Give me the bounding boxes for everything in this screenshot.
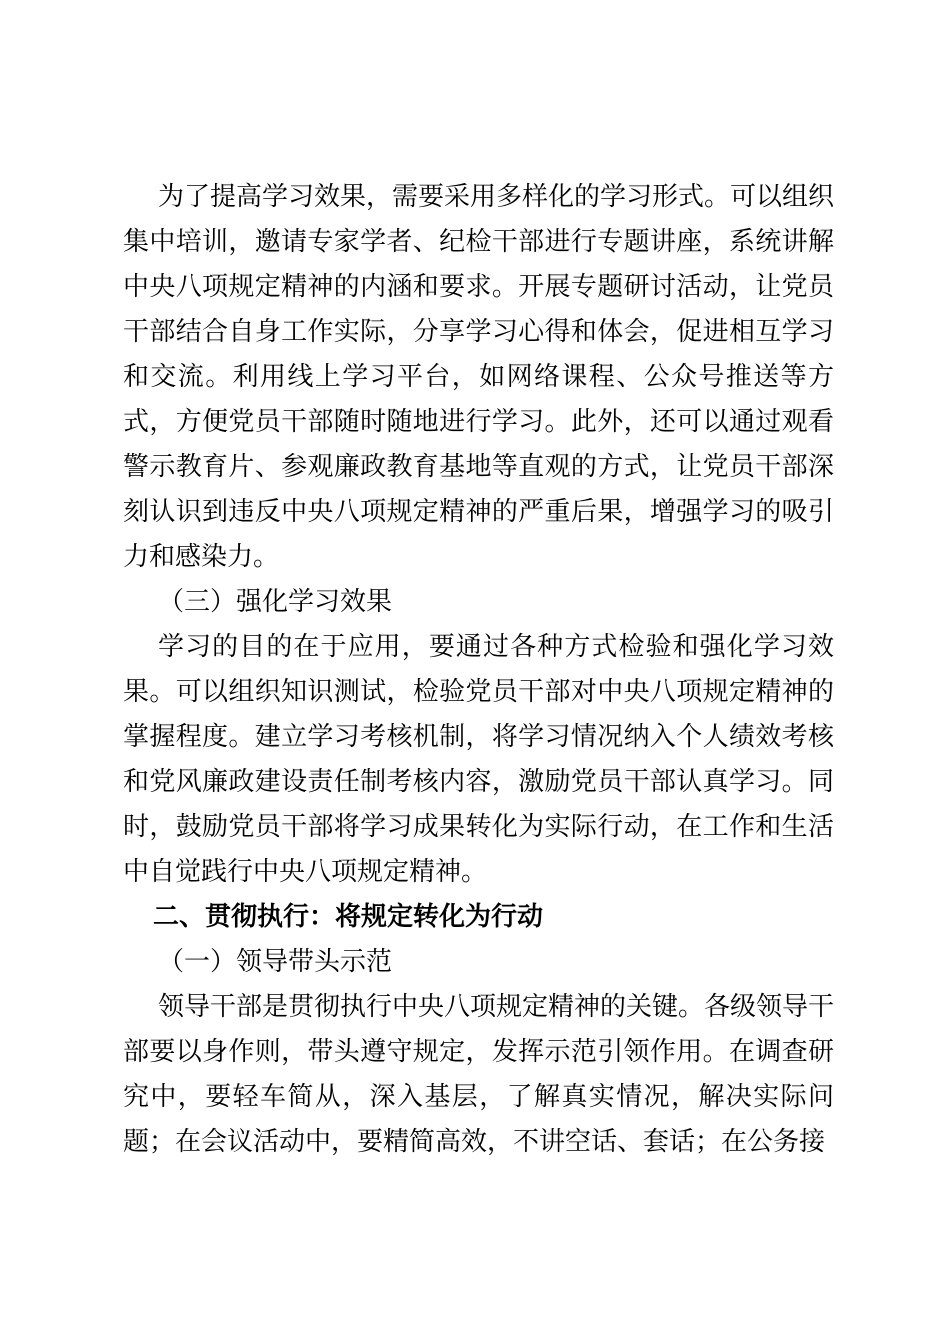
section-heading-implementation: 二、贯彻执行：将规定转化为行动	[153, 901, 544, 931]
paragraph-learning-forms: 为了提高学习效果，需要采用多样化的学习形式。可以组织集中培训，邀请专家学者、纪检干部进行专题讲座，系统讲解中央八项规定精神的内涵和要求。开展专题研讨活动，让党员干部结合自身工作实际，分享学习心得和体会，促进相互学习和交流。利用线上学习平台，如网络课程、公众号推送等方式，方便党员干部随时随地进行学习。此外，还可以通过观看警示教育片、参观廉政教育基地等直观的方式，让党员干部深刻认识到违反中央八项规定精神的严重后果，增强学习的吸引力和感染力。	[123, 182, 835, 571]
subheading-strengthen-learning-effect: （三）强化学习效果	[158, 587, 393, 616]
paragraph-leading-cadres: 领导干部是贯彻执行中央八项规定精神的关键。各级领导干部要以身作则，带头遵守规定，发挥示范引领作用。在调查研究中，要轻车简从，深入基层，了解真实情况，解决实际问题；在会议活动中，要精简高效，不讲空话、套话；在公务接	[123, 992, 835, 1156]
paragraph-learning-application: 学习的目的在于应用，要通过各种方式检验和强化学习效果。可以组织知识测试，检验党员干部对中央八项规定精神的掌握程度。建立学习考核机制，将学习情况纳入个人绩效考核和党风廉政建设责任制考核内容，激励党员干部认真学习。同时，鼓励党员干部将学习成果转化为实际行动，在工作和生活中自觉践行中央八项规定精神。	[123, 632, 834, 886]
subheading-leadership-example: （一）领导带头示范	[158, 947, 393, 976]
